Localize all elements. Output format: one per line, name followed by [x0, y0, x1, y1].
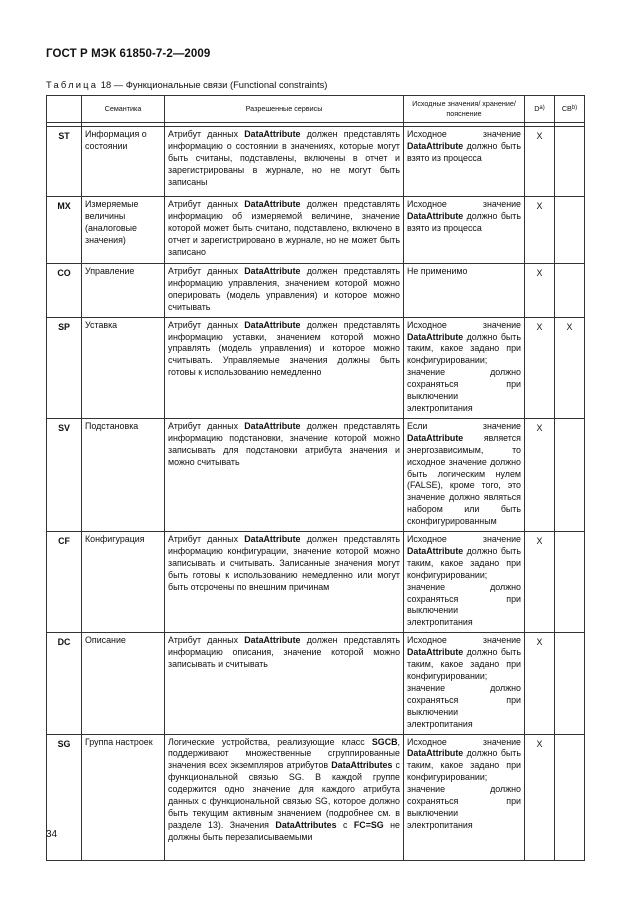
table-row [47, 127, 585, 197]
text-fragment: Атрибут данных [168, 420, 245, 431]
text-fragment: должно быть взято из процесса [407, 210, 521, 233]
page-number: 34 [46, 829, 58, 840]
services-cell [165, 317, 404, 418]
semantics-cell: Управление [82, 264, 165, 318]
table-title: 18 — Функциональные связи (Functional constraints) [98, 79, 328, 90]
semantics-cell: Группа настроек [82, 734, 165, 860]
text-fragment: Исходное значение [407, 319, 521, 330]
initial-value-cell [404, 264, 525, 318]
text-fragment: должен представлять информацию описания, значение которой можно записывать и считывать [168, 635, 400, 670]
d-mark: X [525, 734, 555, 860]
text-fragment: должен представлять информацию подстановки, значение которой можно записывать для подстановки атрибута значения и можно считывать [168, 420, 400, 467]
bold-term: DataAttribute [407, 545, 464, 556]
services-cell [165, 197, 404, 264]
footnote-ref-b: b) [571, 105, 578, 111]
d-mark: X [525, 197, 555, 264]
d-mark: X [525, 264, 555, 318]
cb-mark [555, 197, 585, 264]
semantics-cell: Описание [82, 633, 165, 734]
table-caption [46, 79, 327, 90]
d-mark: X [525, 633, 555, 734]
d-mark: X [525, 317, 555, 418]
constraint-code: DC [47, 633, 82, 734]
constraint-code: SG [47, 734, 82, 860]
initial-value-cell [404, 317, 525, 418]
text-fragment: Атрибут данных [168, 635, 245, 646]
bold-term: DataAttribute [407, 331, 464, 342]
bold-term: DataAttribute [244, 420, 301, 431]
text-fragment: Исходное значение [407, 635, 521, 646]
column-header-d: $D^{a)}$ [525, 96, 555, 123]
semantics-cell: Подстановка [82, 418, 165, 531]
services-cell [165, 532, 404, 633]
text-fragment: должен представлять информацию об измеряемой величине, значение которой может быть считано, подставлено, включено в отчет и зарегистрировано в журнале, но не может быть записано [168, 199, 400, 257]
table-label: Таблица [46, 79, 99, 90]
table-row [47, 532, 585, 633]
table-row [47, 633, 585, 734]
footnote-ref-a: a) [539, 105, 545, 111]
bold-term: DataAttribute [244, 266, 301, 276]
text-fragment: Атрибут данных [168, 534, 245, 545]
text-fragment: должен представлять информацию управления, значением которой можно оперировать (модель управления) и которое можно считывать [168, 266, 400, 312]
semantics-cell: Уставка [82, 317, 165, 418]
standard-designation: ГОСТ Р МЭК 61850-7-2—2009 [46, 48, 211, 60]
text-fragment: Атрибут данных [168, 129, 245, 139]
d-mark: X [525, 127, 555, 197]
constraint-code: SV [47, 418, 82, 531]
bold-term: DataAttribute [407, 210, 464, 221]
constraint-code: CO [47, 264, 82, 318]
text-fragment: должен представлять информацию о состоянии в значениях, которые могут быть считаны, подставлены, включены в отчет и зарегистрированы в журнале, но не могут быть записаны [168, 129, 400, 187]
cb-mark [555, 532, 585, 633]
bold-term: DataAttributes [275, 819, 337, 830]
text-fragment: Исходное значение [407, 129, 521, 139]
semantics-cell: Информация о состоянии [82, 127, 165, 197]
text-fragment: должно быть взято из процесса [407, 140, 521, 163]
text-fragment: Исходное значение [407, 199, 521, 209]
table-row [47, 264, 585, 318]
text-fragment: Атрибут данных [168, 319, 245, 330]
bold-term: DataAttribute [407, 647, 464, 658]
text-fragment: должно быть таким, какое задано при конфигурировании; значение должно сохраняться при выключении электропитания [407, 331, 521, 413]
cb-mark [555, 734, 585, 860]
semantics-cell: Конфигурация [82, 532, 165, 633]
functional-constraints-table [46, 95, 585, 861]
initial-value-cell [404, 197, 525, 264]
text-fragment: с [336, 819, 354, 830]
initial-value-cell [404, 633, 525, 734]
d-mark: X [525, 418, 555, 531]
cb-mark [555, 418, 585, 531]
text-fragment: должно быть таким, какое задано при конфигурировании; значение должно сохраняться при выключении электропитания [407, 647, 521, 729]
services-cell [165, 127, 404, 197]
constraint-code: SP [47, 317, 82, 418]
services-cell [165, 264, 404, 318]
bold-term: DataAttribute [244, 635, 301, 646]
table-row [47, 197, 585, 264]
column-header-code [47, 96, 82, 123]
text-fragment: должно быть таким, какое задано при конфигурировании; значение должно сохраняться при выключении электропитания [407, 748, 521, 830]
constraint-code: CF [47, 532, 82, 633]
text-fragment: , поддерживают множественные сгруппированные значения всех экземпляров атрибутов [168, 736, 400, 771]
text-fragment: должен представлять информацию конфигурации, значение которой можно записывать и считывать. Записанные значения могут быть готовы к использованию немедленно или могут быть отсрочены по внешним причинам [168, 534, 400, 592]
text-fragment: Исходное значение [407, 736, 521, 747]
table-row [47, 418, 585, 531]
text-fragment: должно быть таким, какое задано при конфигурировании; значение должно сохраняться при выключении электропитания [407, 545, 521, 628]
bold-term: DataAttribute [244, 199, 301, 209]
cb-mark [555, 127, 585, 197]
text-fragment: Логические устройства, реализующие класс [168, 736, 372, 747]
text-fragment: является энергозависимым, то исходное значение должно быть логическим нулем (FALSE), кроме того, это значение должно являться набором или быть сконфигурированным [407, 432, 521, 527]
constraint-code: MX [47, 197, 82, 264]
cb-mark: X [555, 317, 585, 418]
column-header-initial: Исходные значения/ хранение/пояснение [404, 96, 525, 123]
initial-value-cell [404, 532, 525, 633]
table-row [47, 317, 585, 418]
services-cell [165, 633, 404, 734]
initial-value-cell [404, 127, 525, 197]
d-mark: X [525, 532, 555, 633]
bold-term: DataAttribute [407, 140, 464, 151]
text-fragment: Атрибут данных [168, 199, 245, 209]
bold-term: DataAttribute [407, 748, 464, 759]
semantics-cell: Измеряемые величины (аналоговые значения) [82, 197, 165, 264]
bold-term: SGCB [371, 736, 398, 747]
bold-term: DataAttribute [244, 129, 301, 139]
bold-term: DataAttribute [407, 432, 464, 443]
text-fragment: Не применимо [407, 266, 468, 276]
initial-value-cell [404, 418, 525, 531]
services-cell [165, 418, 404, 531]
cb-mark [555, 633, 585, 734]
text-fragment: Исходное значение [407, 534, 521, 545]
table-row [47, 734, 585, 860]
bold-term: FC=SG [353, 819, 384, 830]
bold-term: DataAttributes [331, 760, 393, 771]
constraint-code: ST [47, 127, 82, 197]
bold-term: DataAttribute [244, 319, 301, 330]
table-header-row [47, 96, 585, 123]
column-header-cb: CB$^{b)}$ [555, 96, 585, 123]
initial-value-cell [404, 734, 525, 860]
bold-term: DataAttribute [244, 534, 301, 545]
services-cell [165, 734, 404, 860]
text-fragment: Если значение [407, 420, 521, 431]
column-header-services: Разрешенные сервисы [165, 96, 404, 123]
text-fragment: Атрибут данных [168, 266, 245, 276]
text-fragment: не должны быть перезаписываемыми [168, 819, 400, 842]
column-header-semantics: Семантика [82, 96, 165, 123]
text-fragment: с функциональной связью SG. В каждой группе содержится одно значение для каждого атрибута данных с функциональной связью SG, которое должно быть текущим активным значением (подробнее см. в разделе 13). Значения [168, 760, 400, 830]
cb-mark [555, 264, 585, 318]
text-fragment: должен представлять информацию уставки, значением которой можно управлять (модель управления) и которое можно считывать. Управляемые значения должны быть готовы к использованию немедленно [168, 319, 400, 378]
